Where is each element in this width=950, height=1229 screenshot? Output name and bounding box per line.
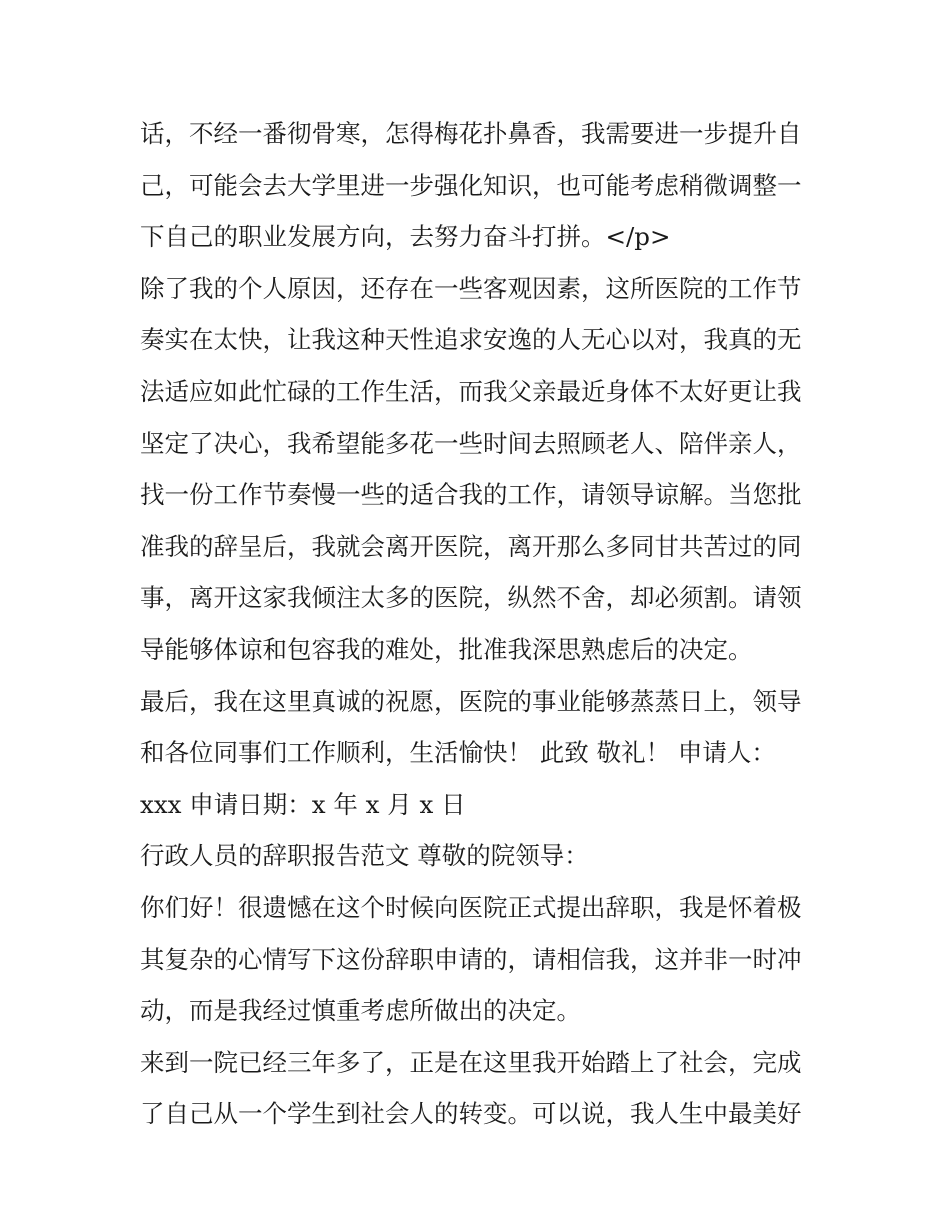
text-line: 你们好！很遗憾在这个时候向医院正式提出辞职，我是怀着极 — [140, 892, 802, 922]
text-line: 找一份工作节奏慢一些的适合我的工作，请领导谅解。当您批 — [140, 480, 802, 510]
text-line: 事，离开这家我倾注太多的医院，纵然不舍，却必须割。请领 — [140, 583, 802, 613]
document-body — [140, 108, 820, 1140]
text-line: 除了我的个人原因，还存在一些客观因素，这所医院的工作节 — [140, 273, 802, 303]
text-line: 和各位同事们工作顺利，生活愉快！ 此致 敬礼！ 申请人： — [140, 738, 776, 768]
text-line: 己，可能会去大学里进一步强化知识，也可能考虑稍微调整一 — [140, 170, 802, 200]
text-line: 坚定了决心，我希望能多花一些时间去照顾老人、陪伴亲人， — [140, 428, 802, 458]
text-line: 奏实在太快，让我这种天性追求安逸的人无心以对，我真的无 — [140, 325, 802, 355]
text-line: 来到一院已经三年多了，正是在这里我开始踏上了社会，完成 — [140, 1047, 802, 1077]
text-line: 行政人员的辞职报告范文 尊敬的院领导： — [140, 841, 589, 871]
text-line: 法适应如此忙碌的工作生活，而我父亲最近身体不太好更让我 — [140, 376, 802, 406]
text-line: 最后，我在这里真诚的祝愿，医院的事业能够蒸蒸日上，领导 — [140, 686, 802, 716]
text-line: 导能够体谅和包容我的难处，批准我深思熟虑后的决定。 — [140, 634, 753, 664]
text-line: xxx 申请日期：x 年 x 月 x 日 — [140, 789, 466, 819]
text-line: 动，而是我经过慎重考虑所做出的决定。 — [140, 996, 581, 1026]
text-line: 话，不经一番彻骨寒，怎得梅花扑鼻香，我需要进一步提升自 — [140, 119, 802, 148]
text-line: 准我的辞呈后，我就会离开医院，离开那么多同甘共苦过的同 — [140, 531, 802, 561]
text-line: 下自己的职业发展方向，去努力奋斗打拼。</p> — [140, 222, 671, 252]
text-line: 了自己从一个学生到社会人的转变。可以说，我人生中最美好 — [140, 1099, 802, 1129]
text-line: 其复杂的心情写下这份辞职申请的，请相信我，这并非一时冲 — [140, 944, 802, 974]
